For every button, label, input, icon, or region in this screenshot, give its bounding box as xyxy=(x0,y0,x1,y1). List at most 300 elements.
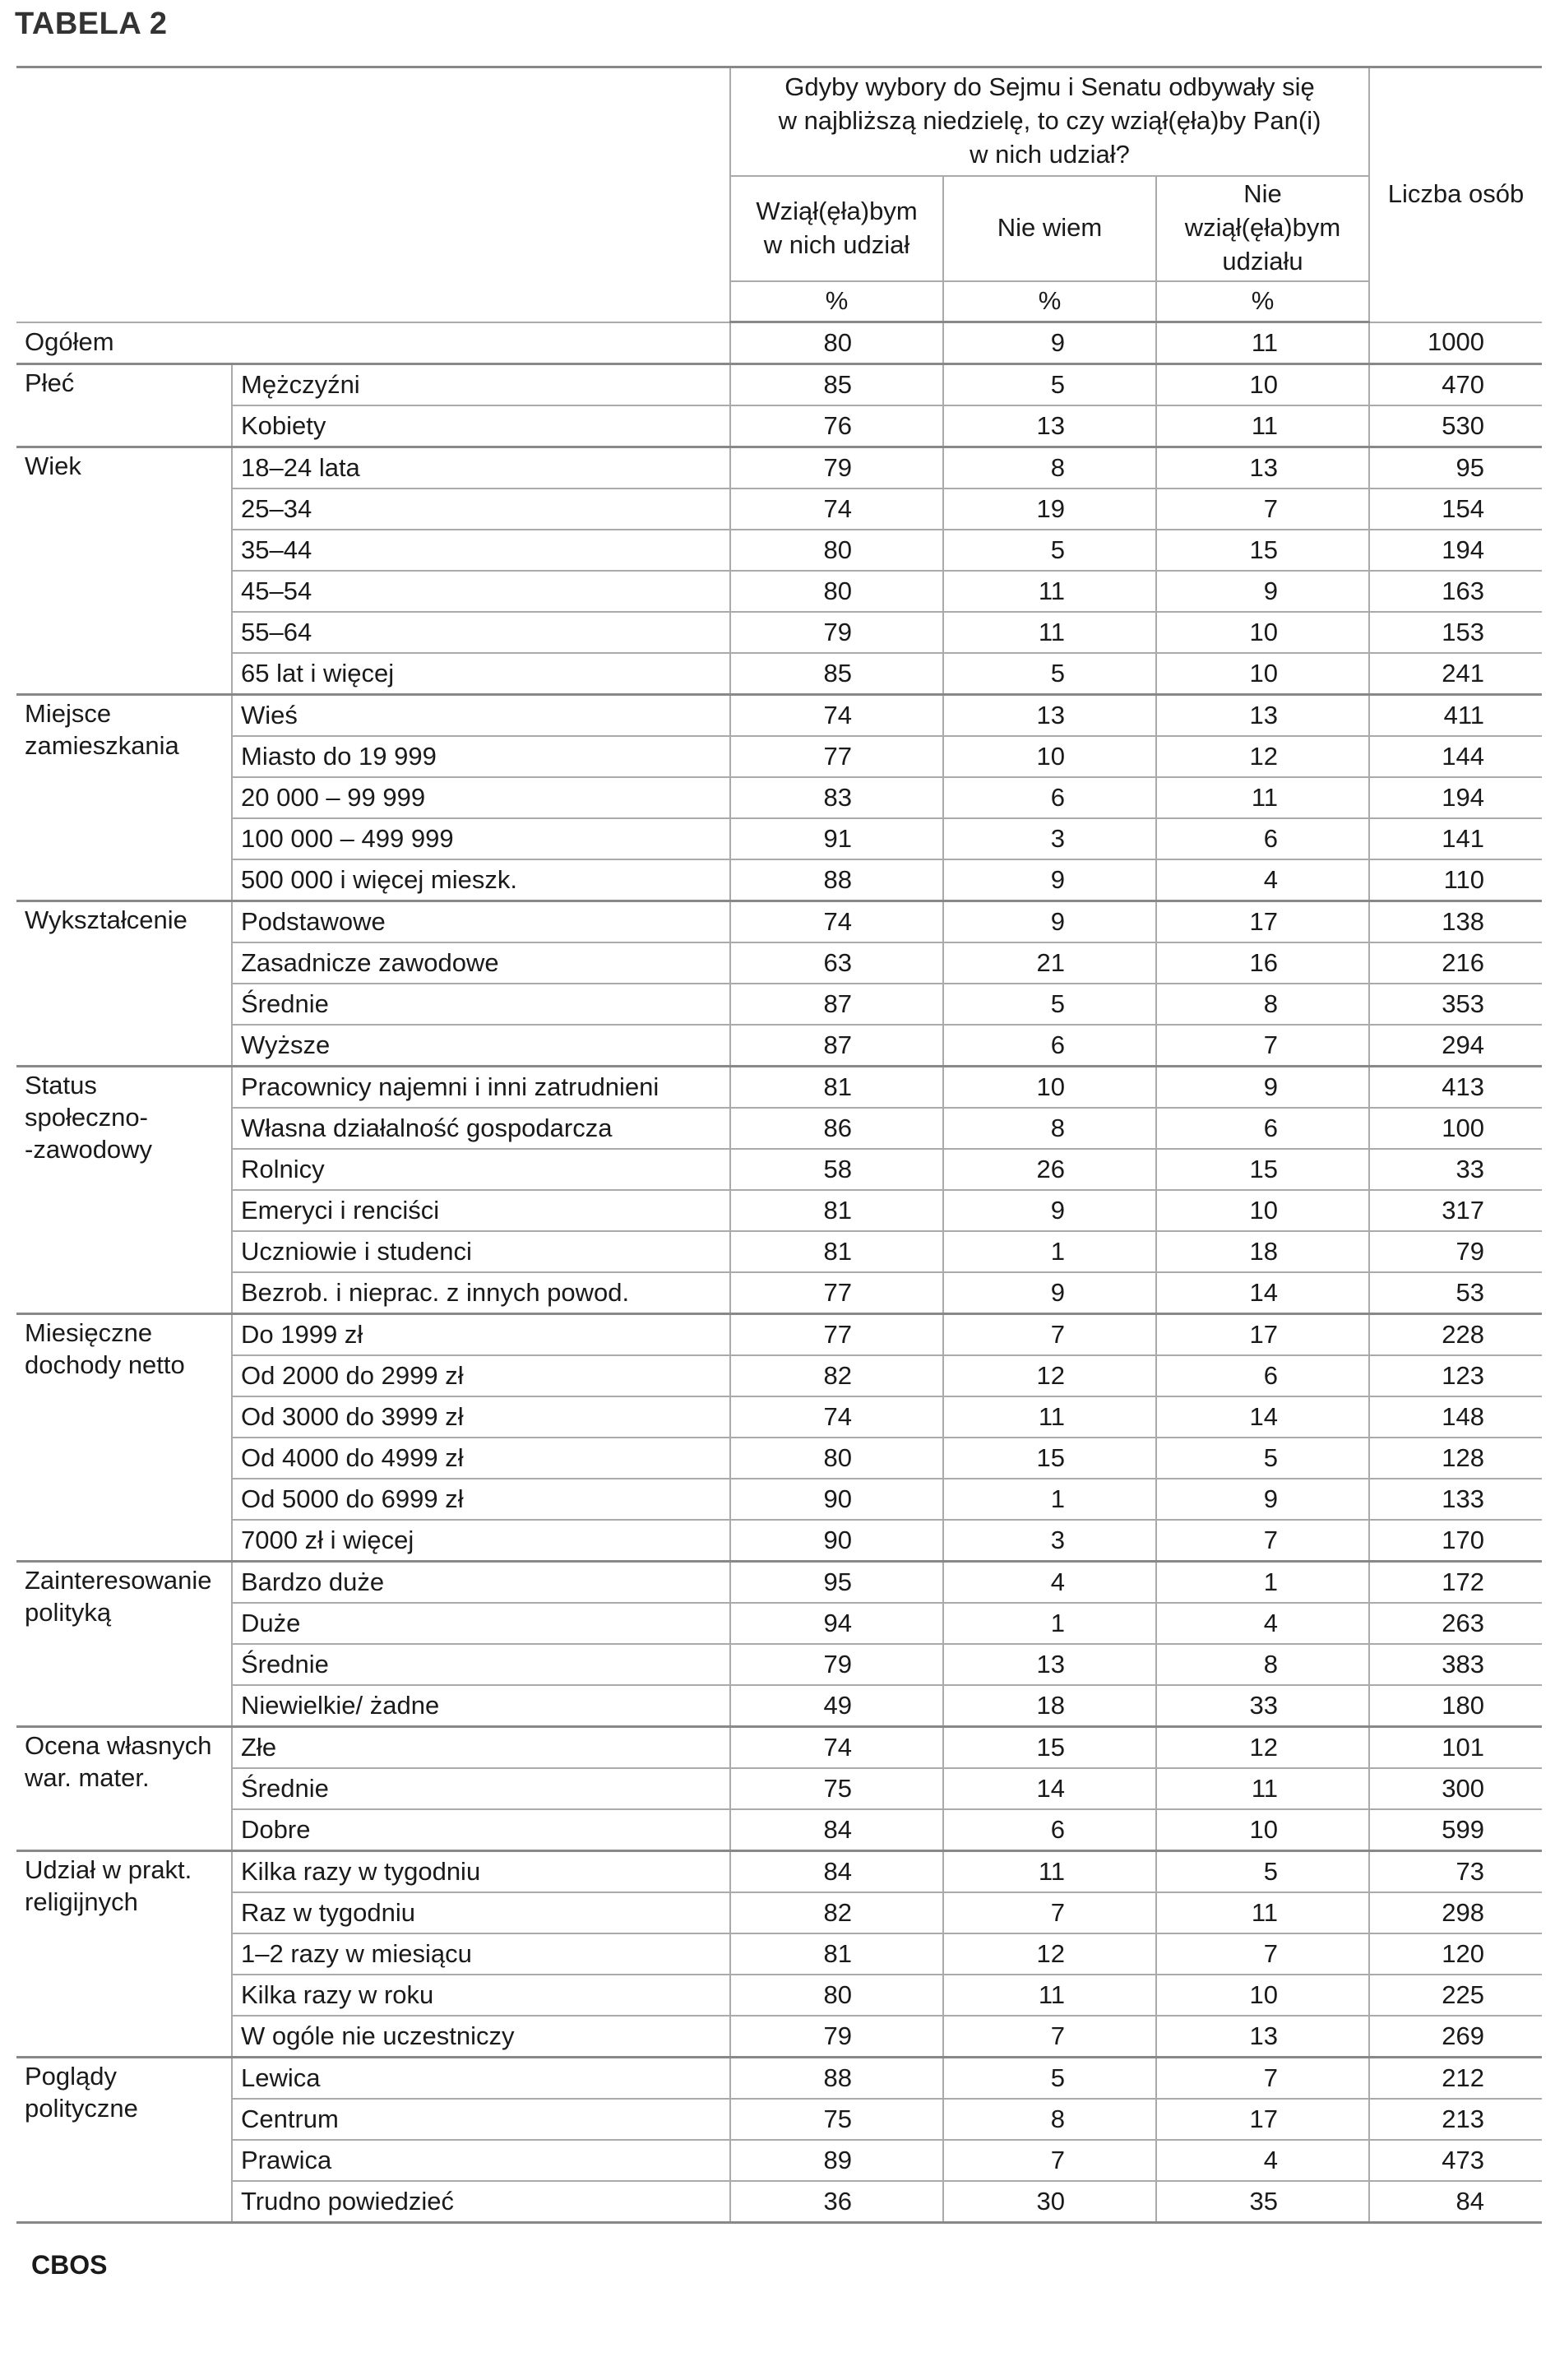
value-cell: 7 xyxy=(1156,2058,1369,2100)
value-cell: 15 xyxy=(1156,530,1369,571)
question-line: w najbliższą niedzielę, to czy wziął(ęła)by Pan(i) xyxy=(778,106,1321,136)
source-label: CBOS xyxy=(31,2250,108,2280)
category-label xyxy=(16,1851,232,2058)
value-cell: 10 xyxy=(1156,1975,1369,2016)
row-label: Niewielkie/ żadne xyxy=(232,1685,730,1727)
table-row xyxy=(16,1272,1542,1314)
category-label xyxy=(16,1562,232,1727)
table-row xyxy=(16,901,1542,943)
table-row xyxy=(16,2099,1542,2140)
value-cell: 7 xyxy=(1156,489,1369,530)
count-cell: 269 xyxy=(1369,2016,1542,2058)
count-cell: 154 xyxy=(1369,489,1542,530)
value-cell: 15 xyxy=(1156,1149,1369,1190)
value-cell: 4 xyxy=(1156,2140,1369,2181)
count-cell: 241 xyxy=(1369,653,1542,695)
value-cell: 88 xyxy=(730,859,943,901)
value-cell: 75 xyxy=(730,1768,943,1809)
row-label: Średnie xyxy=(232,1768,730,1809)
row-label: 55–64 xyxy=(232,612,730,653)
row-label: 100 000 – 499 999 xyxy=(232,818,730,859)
count-cell: 148 xyxy=(1369,1396,1542,1438)
category-label-line: Status xyxy=(25,1071,97,1100)
category-label xyxy=(16,1727,232,1851)
value-cell: 10 xyxy=(1156,1809,1369,1851)
value-cell: 26 xyxy=(943,1149,1156,1190)
row-label: Kilka razy w tygodniu xyxy=(232,1851,730,1893)
value-cell: 6 xyxy=(1156,1108,1369,1149)
count-cell: 194 xyxy=(1369,777,1542,818)
table-row xyxy=(16,1975,1542,2016)
row-label: 7000 zł i więcej xyxy=(232,1520,730,1562)
category-label-line: polityczne xyxy=(25,2093,138,2123)
table-row xyxy=(16,2181,1542,2223)
count-cell: 141 xyxy=(1369,818,1542,859)
row-label: Prawica xyxy=(232,2140,730,2181)
value-cell: 7 xyxy=(943,1314,1156,1356)
value-cell: 82 xyxy=(730,1892,943,1933)
value-cell: 19 xyxy=(943,489,1156,530)
table-title: TABELA 2 xyxy=(15,7,168,41)
value-cell: 14 xyxy=(1156,1396,1369,1438)
value-cell: 35 xyxy=(1156,2181,1369,2223)
row-label: Wyższe xyxy=(232,1025,730,1067)
category-label-line: Zainteresowanie xyxy=(25,1566,212,1595)
value-cell: 12 xyxy=(1156,736,1369,777)
value-cell: 95 xyxy=(730,1562,943,1604)
row-label: Od 4000 do 4999 zł xyxy=(232,1438,730,1479)
count-cell: 79 xyxy=(1369,1231,1542,1272)
value-cell: 12 xyxy=(943,1933,1156,1975)
value-cell: 86 xyxy=(730,1108,943,1149)
row-label: Emeryci i renciści xyxy=(232,1190,730,1231)
value-cell: 13 xyxy=(1156,447,1369,489)
value-cell: 77 xyxy=(730,1314,943,1356)
value-cell: 79 xyxy=(730,447,943,489)
value-cell: 74 xyxy=(730,1727,943,1769)
row-label: Kilka razy w roku xyxy=(232,1975,730,2016)
value-cell: 7 xyxy=(943,1892,1156,1933)
value-cell: 6 xyxy=(1156,1355,1369,1396)
category-label-line: Miejsce xyxy=(25,699,112,728)
category-label-line: war. mater. xyxy=(25,1762,150,1792)
column-header-dont-know: Nie wiem xyxy=(943,176,1156,281)
value-cell: 79 xyxy=(730,612,943,653)
value-cell: 11 xyxy=(1156,322,1369,364)
value-cell: 17 xyxy=(1156,1314,1369,1356)
value-cell: 84 xyxy=(730,1851,943,1893)
table-row xyxy=(16,405,1542,447)
value-cell: 49 xyxy=(730,1685,943,1727)
row-label: Trudno powiedzieć xyxy=(232,2181,730,2223)
value-cell: 87 xyxy=(730,984,943,1025)
category-label-line: Wiek xyxy=(25,451,81,480)
count-cell: 473 xyxy=(1369,2140,1542,2181)
count-cell: 1000 xyxy=(1369,322,1542,364)
row-label: Dobre xyxy=(232,1809,730,1851)
value-cell: 9 xyxy=(1156,1067,1369,1109)
value-cell: 12 xyxy=(1156,1727,1369,1769)
value-cell: 17 xyxy=(1156,2099,1369,2140)
row-label: Od 5000 do 6999 zł xyxy=(232,1479,730,1520)
total-label: Ogółem xyxy=(16,322,730,364)
value-cell: 58 xyxy=(730,1149,943,1190)
value-cell: 79 xyxy=(730,1644,943,1685)
count-cell: 225 xyxy=(1369,1975,1542,2016)
value-cell: 9 xyxy=(1156,571,1369,612)
value-cell: 5 xyxy=(943,530,1156,571)
table-row xyxy=(16,1933,1542,1975)
count-cell: 300 xyxy=(1369,1768,1542,1809)
count-cell: 101 xyxy=(1369,1727,1542,1769)
value-cell: 81 xyxy=(730,1933,943,1975)
table-row xyxy=(16,1396,1542,1438)
count-cell: 100 xyxy=(1369,1108,1542,1149)
table-row xyxy=(16,695,1542,737)
value-cell: 4 xyxy=(1156,1603,1369,1644)
category-label-line: Ocena własnych xyxy=(25,1731,212,1760)
value-cell: 5 xyxy=(1156,1438,1369,1479)
count-cell: 263 xyxy=(1369,1603,1542,1644)
count-cell: 128 xyxy=(1369,1438,1542,1479)
value-cell: 84 xyxy=(730,1809,943,1851)
table-row xyxy=(16,1231,1542,1272)
count-cell: 153 xyxy=(1369,612,1542,653)
table-row xyxy=(16,777,1542,818)
category-label-line: Poglądy xyxy=(25,2062,118,2091)
table-row xyxy=(16,1355,1542,1396)
value-cell: 8 xyxy=(1156,1644,1369,1685)
value-cell: 5 xyxy=(943,984,1156,1025)
category-label-line: Udział w prakt. xyxy=(25,1855,192,1884)
category-label-line: Wykształcenie xyxy=(25,905,187,934)
value-cell: 75 xyxy=(730,2099,943,2140)
table-row xyxy=(16,1438,1542,1479)
value-cell: 36 xyxy=(730,2181,943,2223)
table-row xyxy=(16,1892,1542,1933)
value-cell: 74 xyxy=(730,489,943,530)
value-cell: 80 xyxy=(730,1438,943,1479)
value-cell: 17 xyxy=(1156,901,1369,943)
count-cell: 294 xyxy=(1369,1025,1542,1067)
table-row xyxy=(16,1108,1542,1149)
value-cell: 33 xyxy=(1156,1685,1369,1727)
category-label-line: Miesięczne xyxy=(25,1318,153,1347)
count-cell: 599 xyxy=(1369,1809,1542,1851)
value-cell: 81 xyxy=(730,1067,943,1109)
count-cell: 413 xyxy=(1369,1067,1542,1109)
value-cell: 90 xyxy=(730,1479,943,1520)
value-cell: 14 xyxy=(943,1768,1156,1809)
column-header-would-not-vote: Nie wziął(ęła)bym udziału xyxy=(1156,176,1369,281)
value-cell: 15 xyxy=(943,1438,1156,1479)
value-cell: 81 xyxy=(730,1190,943,1231)
count-cell: 180 xyxy=(1369,1685,1542,1727)
value-cell: 8 xyxy=(1156,984,1369,1025)
row-label: Lewica xyxy=(232,2058,730,2100)
value-cell: 3 xyxy=(943,1520,1156,1562)
category-label xyxy=(16,364,232,447)
value-cell: 63 xyxy=(730,942,943,984)
value-cell: 77 xyxy=(730,736,943,777)
count-cell: 353 xyxy=(1369,984,1542,1025)
row-label: Podstawowe xyxy=(232,901,730,943)
value-cell: 76 xyxy=(730,405,943,447)
value-cell: 11 xyxy=(943,1851,1156,1893)
unit-label: % xyxy=(943,281,1156,322)
value-cell: 13 xyxy=(943,405,1156,447)
count-cell: 411 xyxy=(1369,695,1542,737)
value-cell: 13 xyxy=(1156,2016,1369,2058)
question-line: Gdyby wybory do Sejmu i Senatu odbywały się xyxy=(784,72,1315,102)
table-row xyxy=(16,2140,1542,2181)
value-cell: 8 xyxy=(943,2099,1156,2140)
row-label: 1–2 razy w miesiącu xyxy=(232,1933,730,1975)
value-cell: 6 xyxy=(943,777,1156,818)
table-row xyxy=(16,1562,1542,1604)
count-cell: 228 xyxy=(1369,1314,1542,1356)
value-cell: 10 xyxy=(943,736,1156,777)
table-row xyxy=(16,1479,1542,1520)
table-row xyxy=(16,1809,1542,1851)
table-row xyxy=(16,1314,1542,1356)
value-cell: 89 xyxy=(730,2140,943,2181)
results-table xyxy=(16,66,1542,2224)
value-cell: 11 xyxy=(943,571,1156,612)
category-label xyxy=(16,2058,232,2223)
row-label: Kobiety xyxy=(232,405,730,447)
value-cell: 82 xyxy=(730,1355,943,1396)
table-row xyxy=(16,818,1542,859)
category-label xyxy=(16,1314,232,1562)
count-cell: 123 xyxy=(1369,1355,1542,1396)
row-label: Od 3000 do 3999 zł xyxy=(232,1396,730,1438)
value-cell: 88 xyxy=(730,2058,943,2100)
row-label: 20 000 – 99 999 xyxy=(232,777,730,818)
value-cell: 77 xyxy=(730,1272,943,1314)
table-row xyxy=(16,2058,1542,2100)
count-cell: 216 xyxy=(1369,942,1542,984)
value-cell: 1 xyxy=(943,1479,1156,1520)
value-cell: 18 xyxy=(1156,1231,1369,1272)
table-row xyxy=(16,984,1542,1025)
table-row xyxy=(16,1851,1542,1893)
value-cell: 10 xyxy=(1156,1190,1369,1231)
table-row xyxy=(16,1603,1542,1644)
table-row xyxy=(16,2016,1542,2058)
unit-label: % xyxy=(730,281,943,322)
value-cell: 1 xyxy=(943,1231,1156,1272)
count-cell: 317 xyxy=(1369,1190,1542,1231)
value-cell: 9 xyxy=(943,901,1156,943)
value-cell: 13 xyxy=(943,1644,1156,1685)
value-cell: 91 xyxy=(730,818,943,859)
value-cell: 5 xyxy=(1156,1851,1369,1893)
table-row xyxy=(16,1149,1542,1190)
table-header xyxy=(16,67,1542,322)
count-cell: 95 xyxy=(1369,447,1542,489)
value-cell: 4 xyxy=(1156,859,1369,901)
count-cell: 213 xyxy=(1369,2099,1542,2140)
value-cell: 21 xyxy=(943,942,1156,984)
row-label: 35–44 xyxy=(232,530,730,571)
count-cell: 53 xyxy=(1369,1272,1542,1314)
table-row xyxy=(16,1768,1542,1809)
count-cell: 120 xyxy=(1369,1933,1542,1975)
row-label: Własna działalność gospodarcza xyxy=(232,1108,730,1149)
row-label: Wieś xyxy=(232,695,730,737)
value-cell: 74 xyxy=(730,901,943,943)
unit-label: % xyxy=(1156,281,1369,322)
category-label-line: społeczno- xyxy=(25,1102,148,1132)
value-cell: 10 xyxy=(943,1067,1156,1109)
count-cell: 470 xyxy=(1369,364,1542,406)
row-label: 500 000 i więcej mieszk. xyxy=(232,859,730,901)
row-label: Centrum xyxy=(232,2099,730,2140)
count-cell: 194 xyxy=(1369,530,1542,571)
value-cell: 7 xyxy=(943,2140,1156,2181)
value-cell: 11 xyxy=(1156,405,1369,447)
value-cell: 5 xyxy=(943,653,1156,695)
value-cell: 80 xyxy=(730,530,943,571)
table-row xyxy=(16,1685,1542,1727)
value-cell: 80 xyxy=(730,571,943,612)
value-cell: 13 xyxy=(943,695,1156,737)
category-label-line: Płeć xyxy=(25,368,75,397)
value-cell: 74 xyxy=(730,695,943,737)
value-cell: 11 xyxy=(1156,777,1369,818)
row-label: 25–34 xyxy=(232,489,730,530)
category-label xyxy=(16,901,232,1067)
count-cell: 172 xyxy=(1369,1562,1542,1604)
count-cell: 138 xyxy=(1369,901,1542,943)
category-label xyxy=(16,1067,232,1314)
count-cell: 170 xyxy=(1369,1520,1542,1562)
count-cell: 212 xyxy=(1369,2058,1542,2100)
value-cell: 74 xyxy=(730,1396,943,1438)
value-cell: 11 xyxy=(943,612,1156,653)
row-label: W ogóle nie uczestniczy xyxy=(232,2016,730,2058)
table-row xyxy=(16,1025,1542,1067)
question-line: w nich udział? xyxy=(970,140,1130,169)
value-cell: 5 xyxy=(943,364,1156,406)
table-row xyxy=(16,1520,1542,1562)
value-cell: 94 xyxy=(730,1603,943,1644)
category-label-line: dochody netto xyxy=(25,1350,185,1379)
value-cell: 3 xyxy=(943,818,1156,859)
row-label: Złe xyxy=(232,1727,730,1769)
row-label: 45–54 xyxy=(232,571,730,612)
count-cell: 73 xyxy=(1369,1851,1542,1893)
table-row xyxy=(16,1190,1542,1231)
value-cell: 6 xyxy=(943,1809,1156,1851)
value-cell: 85 xyxy=(730,364,943,406)
value-cell: 83 xyxy=(730,777,943,818)
table-row xyxy=(16,364,1542,406)
table-body xyxy=(16,322,1542,2223)
row-label: 18–24 lata xyxy=(232,447,730,489)
value-cell: 6 xyxy=(943,1025,1156,1067)
value-cell: 9 xyxy=(943,1272,1156,1314)
row-label: Od 2000 do 2999 zł xyxy=(232,1355,730,1396)
value-cell: 9 xyxy=(943,322,1156,364)
row-label: Mężczyźni xyxy=(232,364,730,406)
table-row xyxy=(16,612,1542,653)
row-label: Do 1999 zł xyxy=(232,1314,730,1356)
value-cell: 90 xyxy=(730,1520,943,1562)
value-cell: 87 xyxy=(730,1025,943,1067)
value-cell: 1 xyxy=(1156,1562,1369,1604)
value-cell: 30 xyxy=(943,2181,1156,2223)
count-cell: 110 xyxy=(1369,859,1542,901)
row-label: Duże xyxy=(232,1603,730,1644)
value-cell: 6 xyxy=(1156,818,1369,859)
value-cell: 85 xyxy=(730,653,943,695)
value-cell: 80 xyxy=(730,1975,943,2016)
value-cell: 9 xyxy=(943,1190,1156,1231)
row-label: Zasadnicze zawodowe xyxy=(232,942,730,984)
value-cell: 7 xyxy=(943,2016,1156,2058)
count-header: Liczba osób xyxy=(1369,67,1542,322)
table-row xyxy=(16,653,1542,695)
table-row xyxy=(16,447,1542,489)
value-cell: 79 xyxy=(730,2016,943,2058)
column-header-would-vote: Wziął(ęła)bym w nich udział xyxy=(730,176,943,281)
table-row xyxy=(16,571,1542,612)
table-row xyxy=(16,859,1542,901)
table-row xyxy=(16,1644,1542,1685)
row-label: Średnie xyxy=(232,984,730,1025)
row-label: 65 lat i więcej xyxy=(232,653,730,695)
value-cell: 8 xyxy=(943,1108,1156,1149)
count-cell: 84 xyxy=(1369,2181,1542,2223)
count-cell: 530 xyxy=(1369,405,1542,447)
value-cell: 11 xyxy=(1156,1768,1369,1809)
total-row xyxy=(16,322,1542,364)
table-row xyxy=(16,736,1542,777)
value-cell: 13 xyxy=(1156,695,1369,737)
table-row xyxy=(16,1727,1542,1769)
category-label-line: zamieszkania xyxy=(25,730,179,760)
row-label: Raz w tygodniu xyxy=(232,1892,730,1933)
category-label xyxy=(16,695,232,901)
value-cell: 5 xyxy=(943,2058,1156,2100)
value-cell: 10 xyxy=(1156,612,1369,653)
value-cell: 4 xyxy=(943,1562,1156,1604)
value-cell: 8 xyxy=(943,447,1156,489)
table-row xyxy=(16,530,1542,571)
value-cell: 9 xyxy=(943,859,1156,901)
table-row xyxy=(16,489,1542,530)
row-label: Bezrob. i nieprac. z innych powod. xyxy=(232,1272,730,1314)
row-label: Bardzo duże xyxy=(232,1562,730,1604)
row-label: Rolnicy xyxy=(232,1149,730,1190)
value-cell: 15 xyxy=(943,1727,1156,1769)
value-cell: 12 xyxy=(943,1355,1156,1396)
table-row xyxy=(16,1067,1542,1109)
value-cell: 11 xyxy=(943,1975,1156,2016)
count-cell: 144 xyxy=(1369,736,1542,777)
value-cell: 1 xyxy=(943,1603,1156,1644)
value-cell: 9 xyxy=(1156,1479,1369,1520)
value-cell: 80 xyxy=(730,322,943,364)
header-blank-cell xyxy=(16,67,730,322)
category-label-line: polityką xyxy=(25,1597,112,1627)
value-cell: 10 xyxy=(1156,653,1369,695)
table-row xyxy=(16,942,1542,984)
count-cell: 133 xyxy=(1369,1479,1542,1520)
value-cell: 16 xyxy=(1156,942,1369,984)
